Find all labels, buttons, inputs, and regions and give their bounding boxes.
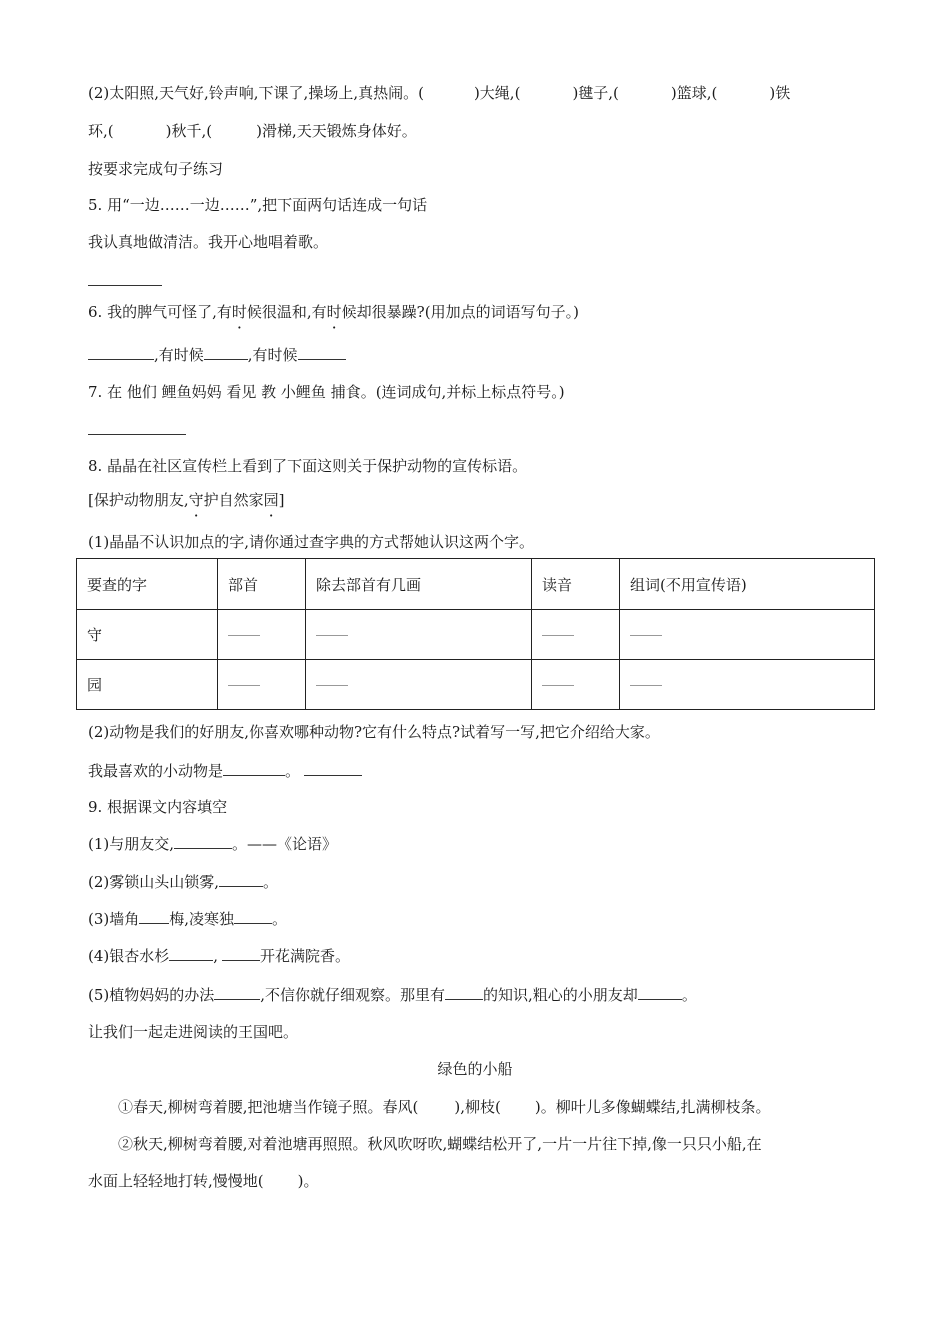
q9-text: 。 <box>272 910 288 928</box>
q6-dotted-word: 有时候 <box>216 303 262 321</box>
answer-blank[interactable] <box>204 358 248 360</box>
answer-blank[interactable] <box>214 998 260 1000</box>
q2-text: )大绳,( <box>473 84 521 102</box>
reading-paragraph-1 <box>118 1096 771 1117</box>
q6-text: 很温和, <box>261 303 312 321</box>
section-heading: 按要求完成句子练习 <box>88 160 224 178</box>
q2-text: )铁 <box>769 84 791 102</box>
answer-blank[interactable] <box>222 959 260 961</box>
q9-text: 的知识,粗心的小朋友却 <box>483 986 638 1004</box>
q5-answer-line[interactable] <box>88 285 162 286</box>
q8-title: 8. 晶晶在社区宣传栏上看到了下面这则关于保护动物的宣传标语。 <box>88 457 528 475</box>
answer-cell[interactable] <box>218 660 306 710</box>
slogan-dotted-char: 守 <box>188 491 204 509</box>
reading-text: )。柳叶儿多像蝴蝶结,扎满柳枝条。 <box>534 1098 771 1116</box>
q9-text: (4)银杏水杉 <box>88 947 170 965</box>
row-char: 园 <box>77 660 218 710</box>
q6-text: ,有时候 <box>247 346 298 364</box>
q2-text: )毽子,( <box>572 84 619 102</box>
q9-text: 。 <box>263 873 279 891</box>
q9-title: 9. 根据课文内容填空 <box>88 798 228 816</box>
answer-blank[interactable] <box>234 922 272 924</box>
header-cell: 组词(不用宣传语) <box>620 559 875 610</box>
reading-intro: 让我们一起走进阅读的王国吧。 <box>88 1023 299 1041</box>
q9-text: 。——《论语》 <box>232 835 338 853</box>
q2-text: )秋千,( <box>165 122 213 140</box>
header-cell: 要查的字 <box>77 559 218 610</box>
q8-sub1: (1)晶晶不认识加点的字,请你通过查字典的方式帮她认识这两个字。 <box>88 533 535 551</box>
q9-text: (5)植物妈妈的办法 <box>88 986 215 1004</box>
q9-text: , <box>213 947 219 965</box>
q9-item-1 <box>88 833 337 854</box>
answer-blank[interactable] <box>139 922 169 924</box>
dictionary-table <box>76 558 875 710</box>
answer-blank[interactable] <box>304 774 362 776</box>
q6-text: 却很暴躁?(用加点的词语写句子。) <box>356 303 579 321</box>
answer-blank[interactable] <box>638 998 682 1000</box>
reading-title: 绿色的小船 <box>437 1060 513 1078</box>
q6-answer <box>88 344 346 365</box>
answer-blank[interactable] <box>174 847 232 849</box>
answer-cell[interactable] <box>306 610 532 660</box>
q6-text: 6. 我的脾气可怪了, <box>88 303 217 321</box>
fav-text: 。 <box>285 762 301 780</box>
slogan-text: [保护动物朋友, <box>88 491 189 509</box>
table-row <box>77 610 875 660</box>
answer-cell[interactable] <box>218 610 306 660</box>
answer-cell[interactable] <box>532 660 620 710</box>
fav-text: 我最喜欢的小动物是 <box>88 762 224 780</box>
q9-text: 梅,凌寒独 <box>169 910 235 928</box>
answer-blank[interactable] <box>445 998 483 1000</box>
q7-title: 7. 在 他们 鲤鱼妈妈 看见 教 小鲤鱼 捕食。(连词成句,并标上标点符号。) <box>88 383 565 401</box>
header-cell: 读音 <box>532 559 620 610</box>
q9-text: ,不信你就仔细观察。那里有 <box>260 986 446 1004</box>
q9-item-2 <box>88 871 278 892</box>
answer-blank[interactable] <box>169 959 213 961</box>
q5-text: 我认真地做清洁。我开心地唱着歌。 <box>88 233 329 251</box>
q2-line-2 <box>88 120 417 141</box>
q2-line-1 <box>88 82 790 103</box>
reading-text: ①春天,柳树弯着腰,把池塘当作镜子照。春风( <box>118 1098 419 1116</box>
slogan-text: 护自然家 <box>203 491 264 509</box>
q2-text: )滑梯,天天锻炼身体好。 <box>256 122 417 140</box>
answer-blank[interactable] <box>88 358 154 360</box>
answer-cell[interactable] <box>306 660 532 710</box>
q2-text: (2)太阳照,天气好,铃声响,下课了,操场上,真热闹。( <box>88 84 424 102</box>
reading-text: 水面上轻轻地打转,慢慢地( <box>88 1172 264 1190</box>
reading-text: ),柳枝( <box>454 1098 501 1116</box>
q6-text: ,有时候 <box>154 346 204 364</box>
reading-paragraph-2-cont <box>88 1170 318 1191</box>
q9-text: (3)墙角 <box>88 910 140 928</box>
q9-text: 开花满院香。 <box>260 947 351 965</box>
reading-text: )。 <box>297 1172 319 1190</box>
answer-cell[interactable] <box>620 610 875 660</box>
header-cell: 部首 <box>218 559 306 610</box>
answer-blank[interactable] <box>223 774 285 776</box>
q9-item-3 <box>88 908 287 929</box>
q8-slogan <box>88 489 285 510</box>
q9-text: (2)雾锁山头山锁雾, <box>88 873 220 891</box>
q6-title <box>88 301 579 322</box>
q9-item-5 <box>88 984 697 1005</box>
reading-paragraph-2: ②秋天,柳树弯着腰,对着池塘再照照。秋风吹呀吹,蝴蝶结松开了,一片一片往下掉,像一只只小船,在 <box>118 1135 762 1153</box>
answer-blank[interactable] <box>298 358 346 360</box>
q8-sub2: (2)动物是我们的好朋友,你喜欢哪种动物?它有什么特点?试着写一写,把它介绍给大家。 <box>88 723 660 741</box>
q5-title: 5. 用“一边……一边……”,把下面两句话连成一句话 <box>88 196 428 214</box>
answer-cell[interactable] <box>532 610 620 660</box>
q2-text: )篮球,( <box>670 84 718 102</box>
answer-cell[interactable] <box>620 660 875 710</box>
q2-text: 环,( <box>88 122 114 140</box>
table-row <box>77 660 875 710</box>
header-cell: 除去部首有几画 <box>306 559 532 610</box>
q8-favorite <box>88 760 362 781</box>
slogan-text: ] <box>278 491 285 509</box>
q9-text: (1)与朋友交, <box>88 835 175 853</box>
q6-dotted-word: 有时候 <box>311 303 357 321</box>
q7-answer-line[interactable] <box>88 434 186 435</box>
table-header-row <box>77 559 875 610</box>
slogan-dotted-char: 园 <box>263 491 279 509</box>
answer-blank[interactable] <box>219 885 263 887</box>
row-char: 守 <box>77 610 218 660</box>
q9-item-4 <box>88 945 350 966</box>
q9-text: 。 <box>681 986 697 1004</box>
